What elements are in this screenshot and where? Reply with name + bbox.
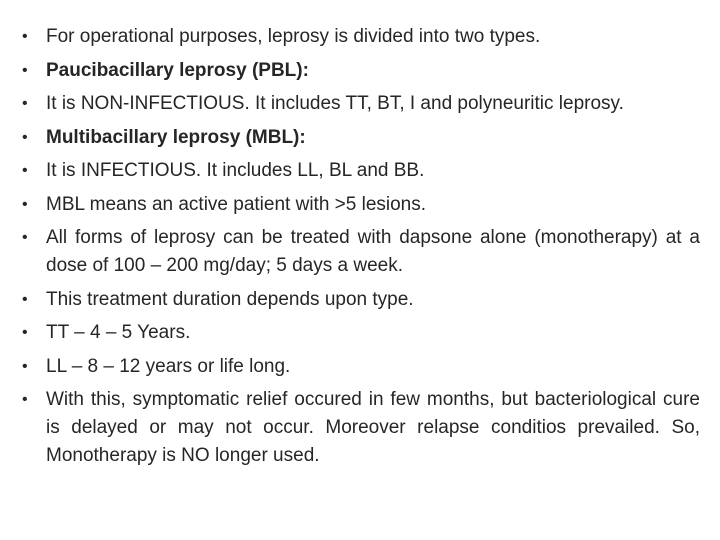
bullet-heading-text: Multibacillary leprosy (MBL):	[46, 126, 306, 148]
bullet-list	[22, 23, 700, 476]
bullet-text: MBL means an active patient with >5 lesions.	[46, 193, 427, 215]
bullet-item	[22, 353, 700, 381]
bullet-dot: •	[22, 195, 28, 213]
bullet-item	[22, 386, 700, 470]
bullet-text: It is NON-INFECTIOUS. It includes TT, BT, I and polyneuritic leprosy.	[46, 93, 624, 114]
bullet-item-heading	[22, 124, 700, 152]
bullet-dot: •	[22, 61, 28, 79]
bullet-item	[22, 286, 700, 314]
bullet-item	[22, 224, 700, 280]
bullet-text: This treatment duration depends upon type.	[46, 288, 414, 310]
bullet-text: With this, symptomatic relief occured in few months, but bacteriological cure is delayed or may not occur. Moreover relapse conditios prevailed. So, Monotherapy is NO longer used.	[46, 389, 700, 466]
bullet-dot: •	[22, 324, 28, 341]
bullet-dot: •	[22, 128, 28, 146]
bullet-dot: •	[22, 95, 28, 112]
bullet-dot: •	[22, 28, 28, 45]
bullet-dot: •	[22, 391, 28, 408]
bullet-item	[22, 90, 700, 118]
bullet-dot: •	[22, 357, 28, 375]
bullet-dot: •	[22, 229, 28, 246]
bullet-dot: •	[22, 290, 28, 308]
bullet-text: TT – 4 – 5 Years.	[46, 322, 191, 343]
bullet-item-heading	[22, 57, 700, 85]
bullet-text: It is INFECTIOUS. It includes LL, BL and BB.	[46, 160, 425, 181]
bullet-heading-text: Paucibacillary leprosy (PBL):	[46, 59, 309, 81]
bullet-text: For operational purposes, leprosy is divided into two types.	[46, 26, 541, 47]
bullet-item	[22, 319, 700, 347]
bullet-item	[22, 23, 700, 51]
bullet-dot: •	[22, 162, 28, 179]
bullet-item	[22, 191, 700, 219]
bullet-text: LL – 8 – 12 years or life long.	[46, 355, 291, 377]
bullet-text: All forms of leprosy can be treated with dapsone alone (monotherapy) at a dose of 100 – 200 mg/day; 5 days a week.	[46, 227, 700, 276]
bullet-item	[22, 157, 700, 185]
